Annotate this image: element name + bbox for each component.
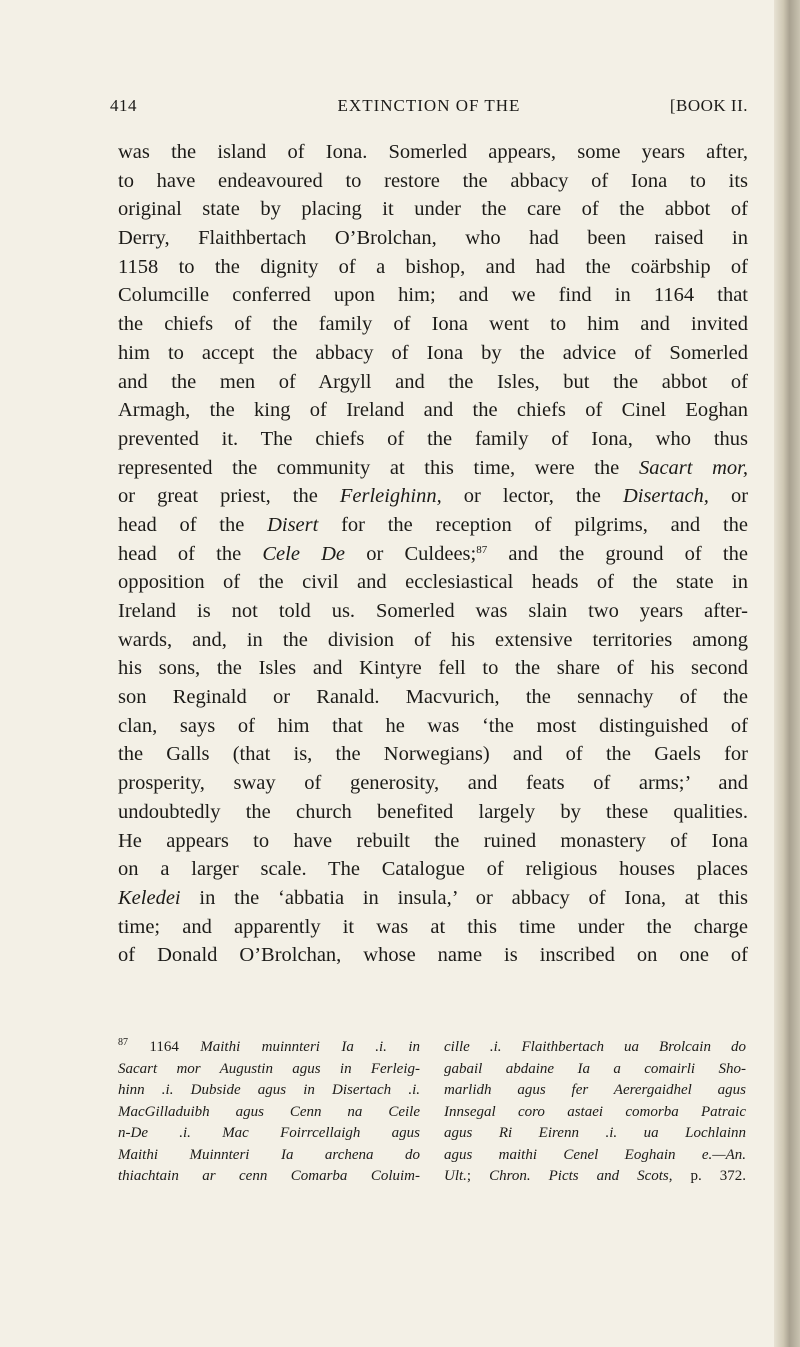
- text-line: opposition of the civil and ecclesiastical heads of the state in: [118, 571, 748, 594]
- text-line: prosperity, sway of generosity, and feats of arms;’ and: [118, 772, 748, 795]
- italic-term: Disertach,: [622, 485, 709, 508]
- italic-term: Keledei: [118, 886, 181, 909]
- text-line: the Galls (that is, the Norwegians) and of the Gaels for: [118, 743, 748, 766]
- footnote-line: gabail abdaine Ia a comairli Sho-: [444, 1060, 746, 1077]
- book-reference: [BOOK II.: [669, 96, 748, 115]
- text-line: time; and apparently it was at this time under the charge: [118, 915, 748, 938]
- text-line: him to accept the abbacy of Iona by the advice of Somerled: [118, 341, 748, 364]
- text-line: represented the community at this time, were the Sacart mor,: [118, 456, 748, 479]
- text-line: 1158 to the dignity of a bishop, and had the coärbship of: [118, 255, 748, 278]
- footnote-line: agus Ri Eirenn .i. ua Lochlainn: [444, 1125, 746, 1141]
- text-line: of Donald O’Brolchan, whose name is inscribed on one of: [118, 944, 748, 967]
- text-line: on a larger scale. The Catalogue of religious houses places: [118, 858, 748, 881]
- footnote-line: marlidh agus fer Aerergaidhel agus: [444, 1082, 746, 1098]
- running-title: EXTINCTION OF THE: [337, 96, 521, 115]
- footnote-line: $^{87}$ 1164 Maithi muinnteri Ia .i. in: [118, 1037, 420, 1055]
- footnote-marker: 87: [476, 543, 488, 556]
- text-line: clan, says of him that he was ‘the most distinguished of: [118, 714, 748, 737]
- footnote-line: cille .i. Flaithbertach ua Brolcain do: [444, 1039, 746, 1055]
- text-line: was the island of Iona. Somerled appears, some years after,: [118, 141, 748, 163]
- footnote-line: Maithi Muinnteri Ia archena do: [118, 1146, 420, 1163]
- text-line: his sons, the Isles and Kintyre fell to the share of his second: [118, 657, 748, 680]
- footnote-line: n-De .i. Mac Foirrcellaigh agus: [118, 1125, 420, 1141]
- text-line: Keledei in the ‘abbatia in insula,’ or abbacy of Iona, at this: [118, 886, 748, 909]
- text-line: original state by placing it under the care of the abbot of: [118, 198, 748, 221]
- text-line: undoubtedly the church benefited largely by these qualities.: [118, 800, 748, 823]
- text-line: He appears to have rebuilt the ruined monastery of Iona: [118, 829, 748, 852]
- footnote-line: Ult.; Chron. Picts and Scots, p. 372.: [444, 1168, 746, 1184]
- footnote-line: thiachtain ar cenn Comarba Coluim-: [118, 1168, 420, 1184]
- text-line: the chiefs of the family of Iona went to him and invited: [118, 313, 748, 336]
- running-head: [110, 96, 748, 122]
- text-line: Columcille conferred upon him; and we find in 1164 that: [118, 284, 748, 307]
- footnote-line: Sacart mor Augustin agus in Ferleig-: [118, 1060, 420, 1077]
- italic-term: Ferleighinn,: [339, 485, 442, 508]
- footnote-line: MacGilladuibh agus Cenn na Ceile: [118, 1103, 420, 1120]
- italic-term: Sacart mor,: [638, 456, 748, 479]
- text-line: Armagh, the king of Ireland and the chiefs of Cinel Eoghan: [118, 399, 748, 422]
- text-line: to have endeavoured to restore the abbacy of Iona to its: [118, 169, 748, 192]
- footnote-number: 87: [118, 1037, 128, 1048]
- footnote-column-left: [118, 1037, 420, 1188]
- text-line: or great priest, the Ferleighinn, or lector, the Disertach, or: [118, 485, 749, 508]
- page-edge: [774, 0, 800, 1347]
- text-line: wards, and, in the division of his extensive territories among: [118, 628, 748, 651]
- text-line: and the men of Argyll and the Isles, but the abbot of: [118, 370, 748, 393]
- footnotes: [118, 1037, 748, 1257]
- body-text: [118, 138, 748, 970]
- italic-term: Disert: [267, 513, 319, 536]
- text-line: head of the Disert for the reception of pilgrims, and the: [118, 513, 748, 536]
- text-line: son Reginald or Ranald. Macvurich, the sennachy of the: [118, 686, 748, 709]
- footnote-line: hinn .i. Dubside agus in Disertach .i.: [118, 1082, 420, 1098]
- footnote-line: Innsegal coro astaei comorba Patraic: [444, 1103, 746, 1120]
- footnote-column-right: [444, 1037, 746, 1188]
- text-line: prevented it. The chiefs of the family of Iona, who thus: [118, 427, 748, 450]
- italic-term: Cele De: [262, 542, 346, 565]
- page-number: 414: [110, 96, 137, 115]
- text-line: Ireland is not told us. Somerled was slain two years after-: [118, 600, 748, 622]
- text-line: head of the Cele De or Culdees;$^{87}$ and the ground of the: [118, 542, 748, 565]
- text-line: Derry, Flaithbertach O’Brolchan, who had been raised in: [118, 227, 748, 250]
- footnote-line: agus maithi Cenel Eoghain e.—An.: [444, 1146, 746, 1163]
